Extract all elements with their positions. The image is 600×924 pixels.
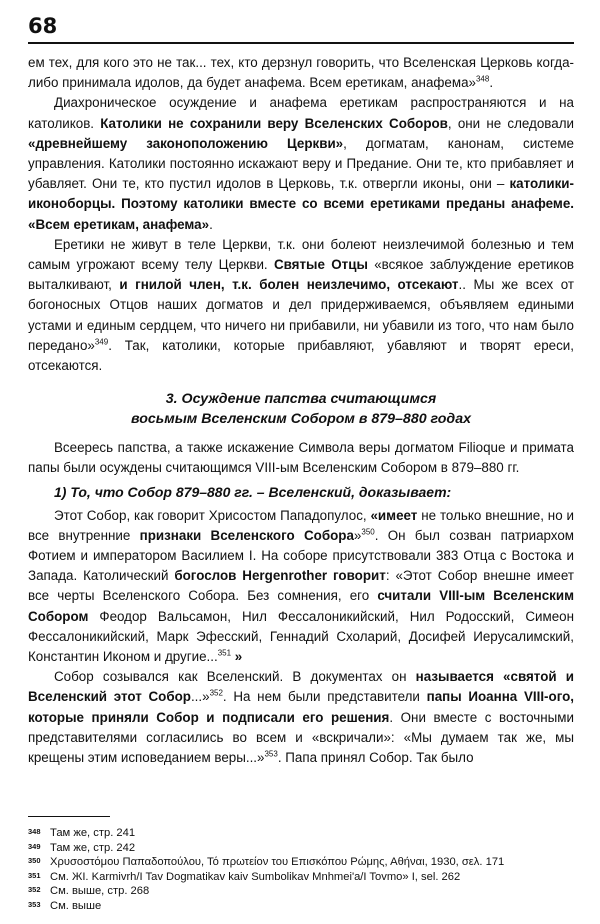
text: ...»: [190, 689, 210, 705]
text: , они не следовали: [447, 115, 574, 131]
text: .: [489, 75, 494, 91]
section-heading-line-2: восьмым Вселенским Собором в 879–880 годах: [131, 411, 471, 428]
text: .. Мы же всех от богоносных Отцов наших догматов и дел придерживаемся, объявляем едиными устами и единым сердцем, что ничего ни прибавили, ни убавили из того, что нам было передано»: [28, 277, 574, 353]
bold-text: «древнейшему законоположению Церкви»: [28, 135, 344, 151]
footnote-text: См. выше: [50, 899, 102, 912]
footnote-mark: 349: [28, 841, 41, 851]
header-rule: [28, 42, 574, 44]
text: . Папа принял Собор. Так было: [277, 750, 474, 766]
footnote: [28, 884, 574, 899]
text: не только внешние, но и все внутренние: [28, 507, 575, 543]
text: . Он был созван патриархом Фотием и императором Василием I. На соборе присутствовали 383 Отца с Востока и Запада. Католический: [28, 527, 575, 584]
text: ем тех, для кого это не так... тех, кто дерзнул говорить, что Вселенская Церковь когда-либо принимала идолов, да будет анафема. Всем еретикам, анафема»: [28, 55, 574, 91]
text: »: [353, 527, 362, 543]
footnote: [28, 826, 574, 841]
bold-text: католики-иконоборцы. Поэтому католики вместе со всеми еретиками преданы анафеме. «Всем еретикам, анафема»: [28, 176, 574, 232]
bold-text: и гнилой член, т.к. болен неизлечимо, отсекают: [119, 277, 459, 293]
footnote: [28, 855, 574, 870]
page: [28, 14, 574, 768]
footnotes: [28, 826, 574, 914]
text: . На нем были представители: [222, 689, 427, 705]
footnote-text: Там же, стр. 241: [50, 827, 136, 839]
footnote-ref-349[interactable]: 349: [94, 337, 109, 347]
text: , догматам, канонам, системе управления. Католики постоянно искажают веру и Предание. Они те, кто прибавляет и убавляет. Они те, кто пустил идолов в Церковь, т.к. отвергли иконы, они –: [28, 135, 575, 192]
bold-text: Католики не сохранили веру Вселенских Соборов: [100, 115, 448, 131]
footnote: [28, 841, 574, 856]
paragraph-6: [28, 667, 574, 768]
footnote-ref-351[interactable]: 351: [217, 648, 232, 658]
footnote-ref-348[interactable]: 348: [475, 74, 490, 84]
text: : «Этот Собор внешне имеет все черты Вселенского Собора. Без сомнения, его: [28, 568, 575, 604]
bold-text: папы Иоанна VIII-ого, которые приняли Собор и подписали его решения: [28, 689, 574, 725]
footnote-mark: 351: [28, 870, 41, 880]
footnote-mark: 353: [28, 899, 41, 909]
footnote-ref-352[interactable]: 352: [209, 689, 223, 699]
bold-text: Святые Отцы: [273, 257, 368, 273]
text: Этот Собор, как говорит Хрисостом Пападопулос,: [54, 507, 371, 523]
text: «всякое заблуждение еретиков выталкивают,: [28, 257, 575, 293]
paragraph-3: [28, 235, 574, 376]
text: »: [231, 649, 243, 665]
footnote-mark: 352: [28, 885, 41, 895]
text: Феодор Вальсамон, Нил Фессалоникийский, Нил Родосский, Симеон Фессалоникийский, Марк Эфесский, Геннадий Схоларий, Досифей Иерусалимский, Константин Иконом и другие...: [28, 608, 574, 665]
text: . Так, католики, которые прибавляют, убавляют и творят ереси, отсекаются.: [28, 337, 574, 374]
section-heading: [28, 389, 574, 429]
footnote-text: Χρυσοστόμου Παπαδοπούλου, Τό πρωτείον του Επισκόπου Ρώμης, Αθήναι, 1930, σελ. 171: [50, 856, 505, 869]
footnote-text: См. ЖI. Karmivrh/I Tav Dogmatikav kaiv Sumbolikav Mnhmei'a/I Tovmo» I, sel. 262: [50, 870, 461, 883]
footnote-ref-350[interactable]: 350: [361, 527, 375, 537]
text: Еретики не живут в теле Церкви, т.к. они болеют неизлечимой болезнью и тем самым угрожают всему телу Церкви.: [28, 236, 574, 273]
footnote: [28, 870, 574, 885]
page-number: 68: [28, 14, 58, 38]
text: Диахроническое осуждение и анафема еретикам распространяются и на католиков.: [28, 95, 574, 131]
bold-text: «имеет: [370, 507, 418, 523]
text: . Они вместе с восточными представителями согласились во всем и «вскричали»: «Мы думаем так же, мы крещены этим исповеданием веры...»: [28, 709, 574, 766]
bold-text: считали VIII-ым Вселенским Собором: [28, 588, 574, 624]
subheading: 1) То, что Собор 879–880 гг. – Вселенский, доказывает:: [54, 483, 452, 500]
bold-text: признаки Вселенского Собора: [139, 527, 354, 543]
paragraph-5: [28, 506, 574, 668]
footnote-mark: 350: [28, 856, 41, 866]
bold-text: называется «святой и Вселенский этот Собор: [28, 669, 574, 705]
footnote-text: См. выше, стр. 268: [50, 885, 150, 898]
text: .: [209, 216, 213, 232]
footnote-rule: [28, 816, 110, 817]
footnote-mark: 348: [28, 827, 41, 836]
footnote-ref-353[interactable]: 353: [264, 749, 278, 759]
paragraph-4: Всеересь папства, а также искажение Символа веры догматом Filioque и примата папы были осуждены считающимся VIII-ым Вселенским Собором в 879–880 гг.: [28, 440, 574, 476]
bold-text: богослов Hergenrother говорит: [174, 568, 386, 584]
footnote-text: Там же, стр. 242: [50, 841, 136, 854]
paragraph-2: [28, 93, 574, 234]
section-heading-line-1: 3. Осуждение папства считающимся: [165, 391, 437, 408]
footnote: [28, 899, 574, 914]
text: Собор созывался как Вселенский. В документах он: [54, 669, 416, 685]
paragraph-1: [28, 53, 574, 93]
